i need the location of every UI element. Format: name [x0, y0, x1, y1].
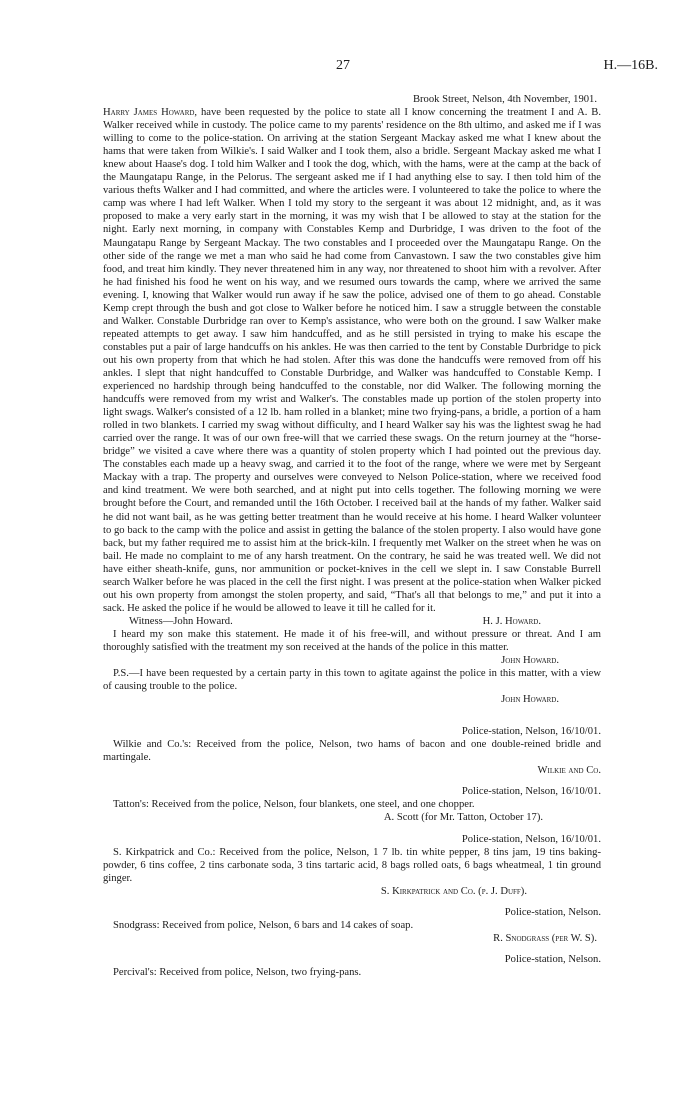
- statement-signature: H. J. Howard.: [482, 615, 541, 627]
- statement-dateline: Brook Street, Nelson, 4th November, 1901.: [412, 94, 597, 105]
- receipt-signature: R. Snodgrass (per W. S).: [493, 932, 597, 944]
- statement-text: , have been requested by the police to state all I know concerning the treatment I and A. B. Walker received while in custody. The police came to my parents' residence on the 8th ultimo, and asked me if I was willing to come to the police-station. On arriving at the station Sergeant Mackay asked me what I knew about the hams that were taken from Wilkie's. I said Walker and I took them, also a bridle. Sergeant Mackay asked me what I knew about Haase's dog. I told him Walker and I took the dog, which, with the hams, were at the camp at the back of the Maungatapu Range, in the Pelorus. The sergeant asked me if I had anything else to say. I then told him of the various thefts Walker and I had committed, and where the articles were. I volunteered to take the police to where the camp was where I had left Walker. When I told my story to the sergeant it was about 12 midnight, and, as it was proposed to make a very early start in the morning, it was my wish that I be allowed to stay at the station for the night. Early next morning, in company with Constables Kemp and Durbridge, I was driven to the foot of the Maungatapu Range by Sergeant Mackay. The two constables and I proceeded over the Maungatapu Range. On the other side of the range we met a man who said he had come from Canvastown. I saw the two constables give him food, and treat him kindly. They never threatened him in any way, nor threatened to shoot him with a revolver. After he had finished his food he went on his way, and we resumed ours towards the camp, where we arrived the same evening. I, knowing that Walker would run away if he saw the police, advised one of them to go ahead. Constable Kemp crept through the bush and got close to Walker before he noticed him. I saw a struggle between the constable and Walker. Constable Durbridge ran over to Kemp's assistance, who were both on the ground. I saw Walker make repeated attempts to get away. I saw him handcuffed, and as he still persisted in trying to make his escape the constables put a pair of large handcuffs on his ankles. He was then carried to the tent by Constable Durbridge to pick out his own property from that which he had stolen. After this was done the handcuffs were removed from off his ankles. I slept that night handcuffed to Constable Durbridge, and Walker was handcuffed to Constable Kemp. I experienced no hardship through being handcuffed to the constable, nor did Walker. The following morning the handcuffs were removed from my wrist and Walker's. The constables made up portion of the stolen property into light swags. Walker's consisted of a 12 lb. ham rolled in a blanket; mine two frying-pans, a bridle, a portion of a ham rolled in two blankets. I carried my swag without difficulty, and I heard Walker say his was the lightest swag he had carried over the range. It was of our own free-will that we carried these swags. On the return journey at the “horse-bridge” we visited a cave where there was a quantity of stolen property which I had pointed out the previous day. The constables each made up a heavy swag, and carried it to the foot of the range, where we were met by Sergeant Mackay with a trap. The property and ourselves were conveyed to Nelson Police-station, where we received food and kind treatment. We were both searched, and at night put into cells together. The following morning we were brought before the Court, and remanded until the 16th October. I received bail at the hands of my father. Walker said he did not want bail, as he was getting better treatment than he would receive at his home. I heard Walker volunteer to go back to the camp with the police and assist in getting the balance of the stolen property. I also would have gone back, but my father required me to assist him at the brick-kiln. I frequently met Walker on the street when he was on bail. He made no complaint to me of any harsh treatment. On the contrary, he said he was treated well. We did not have either sheath-knife, guns, nor ammunition or pocket-knives in the cell we slept in. I saw Constable Burrell search Walker before he was placed in the cell the first night. I was present at the police-station when Walker picked out his own property from amongst the stolen property, and said, “That's all that belongs to me,” and put it into a sack. He asked the police if he would be allowed to leave it till he called for it.: [103, 107, 601, 614]
- receipt-place: Police-station, Nelson.: [504, 953, 601, 965]
- receipt-signature: A. Scott (for Mr. Tatton, October 17).: [383, 812, 543, 824]
- receipt: [103, 906, 601, 945]
- receipt-text: S. Kirkpatrick and Co.: Received from the police, Nelson, 1 7 lb. tin white pepper, 8 tins jam, 19 tins baking-powder, 6 tins coffee, 2 tins carbonate soda, 3 tins tartaric acid, 8 bags rolled oats, 6 bags wheatmeal, 1 tin ground ginger.: [103, 846, 601, 884]
- receipt-text: Percival's: Received from police, Nelson, two frying-pans.: [113, 966, 362, 978]
- document-body: [103, 93, 601, 979]
- receipt-place: Police-station, Nelson, 16/10/01.: [461, 833, 601, 845]
- father-note: I heard my son make this statement. He made it of his free-will, and without pressure or threat. And I am thoroughly satisfied with the treatment my son received at the hands of the police in this matter.: [103, 628, 601, 653]
- statement-author: Harry James Howard: [103, 107, 195, 119]
- receipt-place: Police-station, Nelson, 16/10/01.: [461, 786, 601, 798]
- receipt-firm: Tatton's: [113, 799, 146, 811]
- witness-row: [103, 615, 601, 628]
- receipt-text: Tatton's: Received from the police, Nelson, four blankets, one steel, and one chopper.: [113, 799, 475, 811]
- receipt-text: Snodgrass: Received from police, Nelson, 6 bars and 14 cakes of soap.: [113, 919, 414, 931]
- postscript-signature: John Howard.: [501, 694, 559, 706]
- page-number: 27: [336, 58, 350, 73]
- receipt-signature: S. Kirkpatrick and Co. (p. J. Duff).: [380, 885, 527, 897]
- receipt-firm: Wilkie and Co.'s: [113, 739, 189, 751]
- receipt-place: Police-station, Nelson, 16/10/01.: [461, 726, 601, 738]
- receipt-firm: Snodgrass: [113, 919, 157, 931]
- receipt-firm: Percival's: [113, 966, 154, 978]
- receipt: [103, 953, 601, 979]
- postscript: P.S.—I have been requested by a certain party in this town to agitate against the police in this matter, with a view of causing trouble to the police.: [103, 668, 601, 693]
- receipt: [103, 833, 601, 898]
- receipt-firm: S. Kirkpatrick and Co.: [113, 846, 213, 858]
- document-reference: H.—16B.: [603, 58, 658, 73]
- receipt: [103, 725, 601, 777]
- receipt-text: Wilkie and Co.'s: Received from the police, Nelson, two hams of bacon and one double-reined bridle and martingale.: [103, 739, 601, 764]
- witness-line: Witness—John Howard.: [129, 615, 233, 627]
- receipt-place: Police-station, Nelson.: [504, 906, 601, 918]
- father-signature: John Howard.: [501, 655, 559, 667]
- receipt: [103, 785, 601, 824]
- receipt-signature: Wilkie and Co.: [537, 765, 601, 777]
- statement-paragraph: [103, 106, 601, 615]
